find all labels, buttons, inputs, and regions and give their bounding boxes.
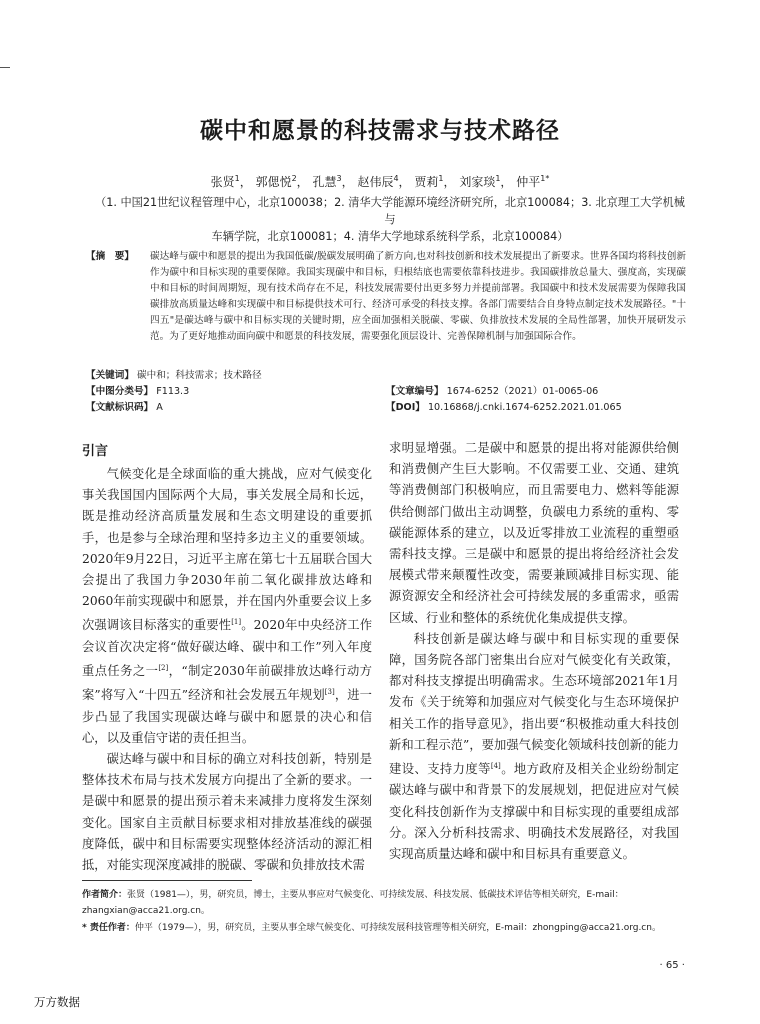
paper-title: 碳中和愿景的科技需求与技术路径 — [200, 118, 560, 144]
affiliation-line: 车辆学院，北京100081；4. 清华大学地球系统科学系，北京100084） — [211, 230, 569, 243]
abstract — [86, 249, 686, 345]
affiliations — [90, 194, 690, 245]
footnotes — [82, 888, 682, 937]
keywords: 【关键词】 碳中和；科技需求；技术路径 — [86, 370, 262, 381]
author-list: 张贤$^1$， 郭偲悦$^2$， 孔慧$^3$， 赵伟辰$^4$， 贾莉$^1$， 刘家琰$^1$， 仲平$^{1*}$ — [210, 174, 550, 189]
author: 刘家琰 — [459, 175, 496, 189]
author: 仲平 — [516, 175, 541, 189]
footnote-divider — [82, 880, 252, 881]
affiliation-line: （1. 中国21世纪议程管理中心，北京100038；2. 清华大学能源环境经济研究所，北京100084；3. 北京理工大学机械与 — [95, 196, 685, 226]
paragraph: 气候变化是全球面临的重大挑战，应对气候变化事关我国国内国际两个大局，事关发展全局和长远，既是推动经济高质量发展和生态文明建设的重要抓手，也是参与全球治理和坚持多边主义的重要领域。2020年9月22日，习近平主席在第七十五届联合国大会提出了我国力争2030年前二氧化碳排放达峰和2060年前实现碳中和愿景，并在国内外重要会议上多次强调该目标落实的重要性[1]。2020年中央经济工作会议首次决定将“做好碳达峰、碳中和工作”列入年度重点任务之一[2]，“制定2030年前碳排放达峰行动方案”将写入“十四五”经济和社会发展五年规划[3]，进一步凸显了我国实现碳达峰与碳中和愿景的决心和信心，以及重信守诺的责任担当。 — [82, 467, 372, 745]
author-note: 作者简介：张贤（1981—），男，研究员，博士，主要从事应对气候变化、可持续发展、科技发展、低碳技术评估等相关研究，E-mail：zhangxian@acca21.org.cn。 — [82, 890, 624, 916]
page-number: · 65 · — [659, 960, 685, 971]
author: 赵伟辰 — [357, 175, 394, 189]
abstract-label: 【摘 要】 — [86, 251, 134, 262]
crop-mark — [0, 67, 10, 68]
author: 张贤 — [210, 175, 235, 189]
section-heading: 引言 — [82, 444, 109, 459]
paragraph: 碳达峰与碳中和目标的确立对科技创新，特别是整体技术布局与技术发展方向提出了全新的要求。一是碳中和愿景的提出预示着未来减排力度将发生深刻变化。国家自主贡献目标要求相对排放基准线的碳强度降低，碳中和目标需要实现整体经济活动的源汇相抵，对能实现深度减排的脱碳、零碳和负排放技术需 — [82, 751, 372, 872]
author: 孔慧 — [312, 175, 337, 189]
author: 贾莉 — [414, 175, 439, 189]
clc-number: 【中图分类号】 F113.3 — [86, 386, 190, 397]
abstract-text: 碳达峰与碳中和愿景的提出为我国低碳/脱碳发展明确了新方向,也对科技创新和技术发展提出了新要求。世界各国均将科技创新作为碳中和目标实现的重要保障。我国实现碳中和目标，归根结底也需要依靠科技进步。我国碳排放总量大、强度高，实现碳中和目标的时间周期短，现有技术尚存在不足，科技发展需要付出更多努力并提前部署。我国碳中和技术发展需要为保障我国碳排放高质量达峰和实现碳中和目标提供技术可行、经济可承受的科技支撑。各部门需要结合自身特点制定技术发展路径。"十四五"是碳达峰与碳中和目标实现的关键时期，应全面加强相关脱碳、零碳、负排放技术发展的全局性部署，加快开展研发示范。为了更好地推动面向碳中和愿景的科技发展，需要强化顶层设计、完善保障机制与加强国际合作。 — [150, 251, 686, 342]
body-right-column — [389, 438, 679, 865]
paragraph: 科技创新是碳达峰与碳中和目标实现的重要保障，国务院各部门密集出台应对气候变化有关政策，都对科技支撑提出明确需求。生态环境部2021年1月发布《关于统筹和加强应对气候变化与生态环境保护相关工作的指导意见》，指出要“积极推动重大科技创新和工程示范”，要加强气候变化领域科技创新的能力建设、支持力度等[4]。地方政府及相关企业纷纷制定碳达峰与碳中和背景下的发展规划，把促进应对气候变化科技创新作为支撑碳中和目标实现的重要组成部分。深入分析科技需求、明确技术发展路径，对我国实现高质量达峰和碳中和目标具有重要意义。 — [389, 631, 679, 861]
corresponding-author-note: * 责任作者：仲平（1979—），男，研究员，主要从事全球气候变化、可持续发展科技管理等相关研究，E-mail：zhongping@acca21.org.cn。 — [82, 923, 661, 933]
paragraph: 求明显增强。二是碳中和愿景的提出将对能源供给侧和消费侧产生巨大影响。不仅需要工业、交通、建筑等消费侧部门积极响应，而且需要电力、燃料等能源供给侧部门做出主动调整，负碳电力系统的重构、零碳能源体系的建立，以及近零排放工业流程的重塑亟需科技支撑。三是碳中和愿景的提出将给经济社会发展模式带来颠覆性改变，需要兼顾减排目标实现、能源资源安全和经济社会可持续发展的多重需求，亟需区域、行业和整体的系统优化集成提供支撑。 — [389, 441, 679, 625]
body-left-column — [82, 464, 372, 876]
doi: 【DOI】 10.16868/j.cnki.1674-6252.2021.01.065 — [386, 402, 622, 413]
document-code: 【文献标识码】 A — [86, 402, 163, 413]
watermark: 万方数据 — [34, 995, 80, 1009]
article-number: 【文章编号】 1674-6252（2021）01-0065-06 — [386, 386, 599, 397]
author: 郭偲悦 — [255, 175, 292, 189]
